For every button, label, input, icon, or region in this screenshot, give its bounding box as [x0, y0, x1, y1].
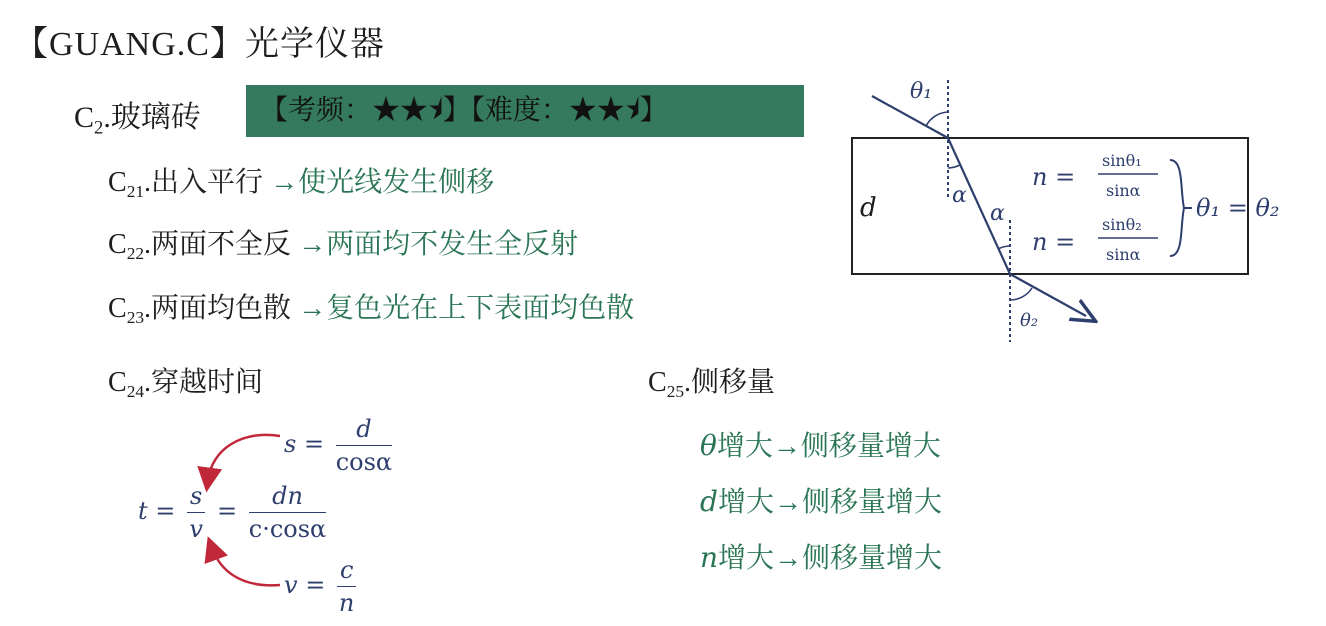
- frequency-difficulty-banner: 【考频：★★⯨】【难度：★★⯨】: [246, 85, 804, 137]
- substitution-arrows: [190, 420, 300, 600]
- item-note: →使光线发生侧移: [270, 167, 495, 198]
- n-eq-1: n =: [1032, 163, 1076, 191]
- label-alpha-bottom: α: [990, 201, 1005, 226]
- formula-s: s = $\frac{d}{\cos\alpha}$: [284, 415, 393, 476]
- item-note: →两面均不发生全反射: [298, 229, 579, 260]
- n1-num: sinθ₁: [1102, 151, 1142, 170]
- formula-t: t = $\frac{s}{v}$ = $\frac{dn}{c\cdot\cos\alpha}$: [138, 482, 327, 543]
- section-heading: $C_2$.玻璃砖: [74, 101, 201, 139]
- list-item: $C_{21}$.出入平行 →使光线发生侧移: [108, 167, 495, 202]
- arrow-s-to-t: [208, 435, 280, 480]
- shift-section-heading: $C_{25}$.侧移量: [648, 367, 776, 402]
- label-theta1: θ₁: [910, 79, 933, 104]
- theta1-arc: [926, 112, 948, 126]
- theta2-arc: [1010, 288, 1032, 300]
- time-section-heading: $C_{24}$.穿越时间: [108, 367, 264, 402]
- list-item: $C_{23}$.两面均色散 →复色光在上下表面均色散: [108, 293, 635, 328]
- shift-rule: d增大→侧移量增大: [700, 485, 942, 518]
- n2-num: sinθ₂: [1102, 215, 1142, 234]
- shift-rule: n增大→侧移量增大: [700, 541, 943, 574]
- label-d: d: [860, 193, 877, 223]
- item-note: →复色光在上下表面均色散: [298, 293, 635, 324]
- page-title: 【GUANG.C】光学仪器: [14, 26, 385, 63]
- formula-v: v = $\frac{c}{n}$: [284, 556, 355, 617]
- result-eq: θ₁ = θ₂: [1196, 194, 1280, 222]
- shift-rule: θ增大→侧移量增大: [700, 429, 941, 462]
- n-den-1: sinα: [1106, 181, 1141, 200]
- n-eq-2: n =: [1032, 228, 1076, 256]
- label-theta2: θ₂: [1020, 310, 1039, 331]
- label-alpha-top: α: [952, 183, 967, 208]
- brace: [1170, 160, 1184, 256]
- glass-slab-diagram: [840, 70, 1320, 350]
- n-den-2: sinα: [1106, 245, 1141, 264]
- alpha-arc-top: [948, 165, 960, 168]
- list-item: $C_{22}$.两面不全反 →两面均不发生全反射: [108, 229, 579, 264]
- arrow-v-to-t: [212, 548, 280, 585]
- alpha-arc-bottom: [998, 246, 1010, 249]
